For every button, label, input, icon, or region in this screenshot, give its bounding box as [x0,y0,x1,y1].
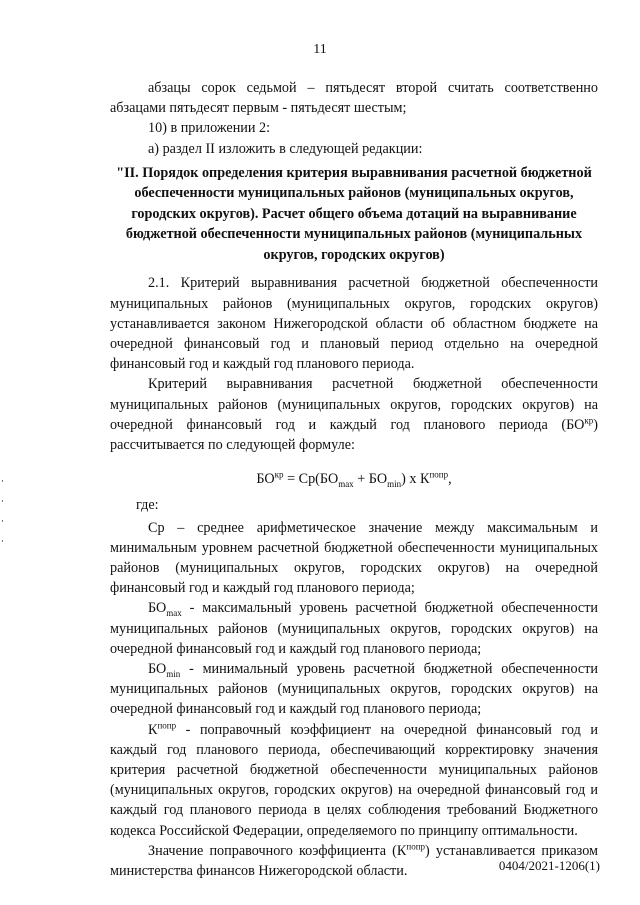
closing-text: Значение поправочного коэффициента (К [148,842,407,859]
formula-lhs-sup: кр [274,469,284,480]
scan-mark [2,520,3,522]
definition-avg: Ср – среднее арифметическое значение между максимальным и минимальным уровнем расчетной бюджетной обеспеченности муниципальных районов (муниципальных округов, городских округов) на очередной финансовый год и каждый год планового периода; [110,519,598,597]
definition-k-prefix: К [148,721,158,738]
definition-k-text: - поправочный коэффициент на очередной финансовый год и каждый год планового периода, обеспечивающий корректировку значения критерия расчетной бюджетной обеспеченности муниципальных районов (муниципальных округов, городских округов) на очередной финансовый год и каждый год планового периода в целях соблюдения требований Бюджетного кодекса Российской Федерации, определяемого по принципу оптимальности. [110,721,598,839]
paragraph-criterion-text: Критерий выравнивания расчетной бюджетной обеспеченности муниципальных районов (муниципальных округов, городских округов) на очередной финансовый год и каждый год планового периода (БО [110,376,598,433]
scan-mark [2,480,3,482]
definition-k [110,720,598,841]
paragraph-criterion-sup: кр [584,415,594,425]
scan-mark [2,500,3,502]
definition-min-prefix: БО [148,660,167,677]
closing-sup: попр [406,841,426,852]
definition-max [110,598,598,659]
definition-min-text: - минимальный уровень расчетной бюджетной обеспеченности муниципальных районов (муниципальных округов, городских округов) на очередной финансовый год и каждый год планового периода; [110,660,598,718]
formula-tail: ) х К [401,471,430,488]
formula-lhs: БО [256,471,275,488]
paragraph-renumbering: абзацы сорок седьмой – пятьдесят второй считать соответственно абзацами пятьдесят первым - пятьдесят шестым; [110,80,598,117]
document-body [110,78,598,881]
paragraph-criterion [110,374,598,455]
definition-max-prefix: БО [148,600,167,617]
definition-max-sub: max [166,608,182,619]
closing-tail: ) устанавливается приказом министерства финансов Нижегородской области. [110,842,598,879]
paragraph-section-edit: а) раздел II изложить в следующей редакции: [148,140,423,157]
definition-min-sub: min [166,668,181,679]
paragraph-appendix-2: 10) в приложении 2: [148,120,271,137]
definition-min [110,659,598,720]
page-number: 11 [313,42,327,57]
formula-end: , [448,471,452,488]
where-label: где: [136,497,159,514]
definition-k-sup: попр [157,719,177,730]
section-title: "II. Порядок определения критерия выравнивания расчетной бюджетной обеспеченности муниципальных районов (муниципальных округов, городских округов). Расчет общего объема дотаций на выравнивание бюджетной обеспеченности муниципальных районов (муниципальных округов, городских округов) [116,164,592,263]
document-code: 0404/2021-1206(1) [498,858,600,873]
paragraph-criterion-tail: ) рассчитывается по следующей формуле: [110,416,598,453]
formula-min-sub: min [387,478,402,489]
formula [110,469,598,489]
formula-plus: + БО [353,471,388,488]
formula-max-sub: max [338,478,354,489]
definition-max-text: - максимальный уровень расчетной бюджетной обеспеченности муниципальных районов (муниципальных округов, городских округов) на очередной финансовый год и каждый год планового периода; [110,600,598,657]
paragraph-2-1: 2.1. Критерий выравнивания расчетной бюджетной обеспеченности муниципальных районов (муниципальных округов, городских округов) устанавливается законом Нижегородской области об областном бюджете на очередной финансовый год и плановый период отдельно на очередной финансовый год и каждый год планового периода. [110,275,598,373]
scan-mark [2,540,3,542]
formula-eq: = Ср(БО [283,471,339,488]
formula-k-sup: попр [429,469,449,480]
